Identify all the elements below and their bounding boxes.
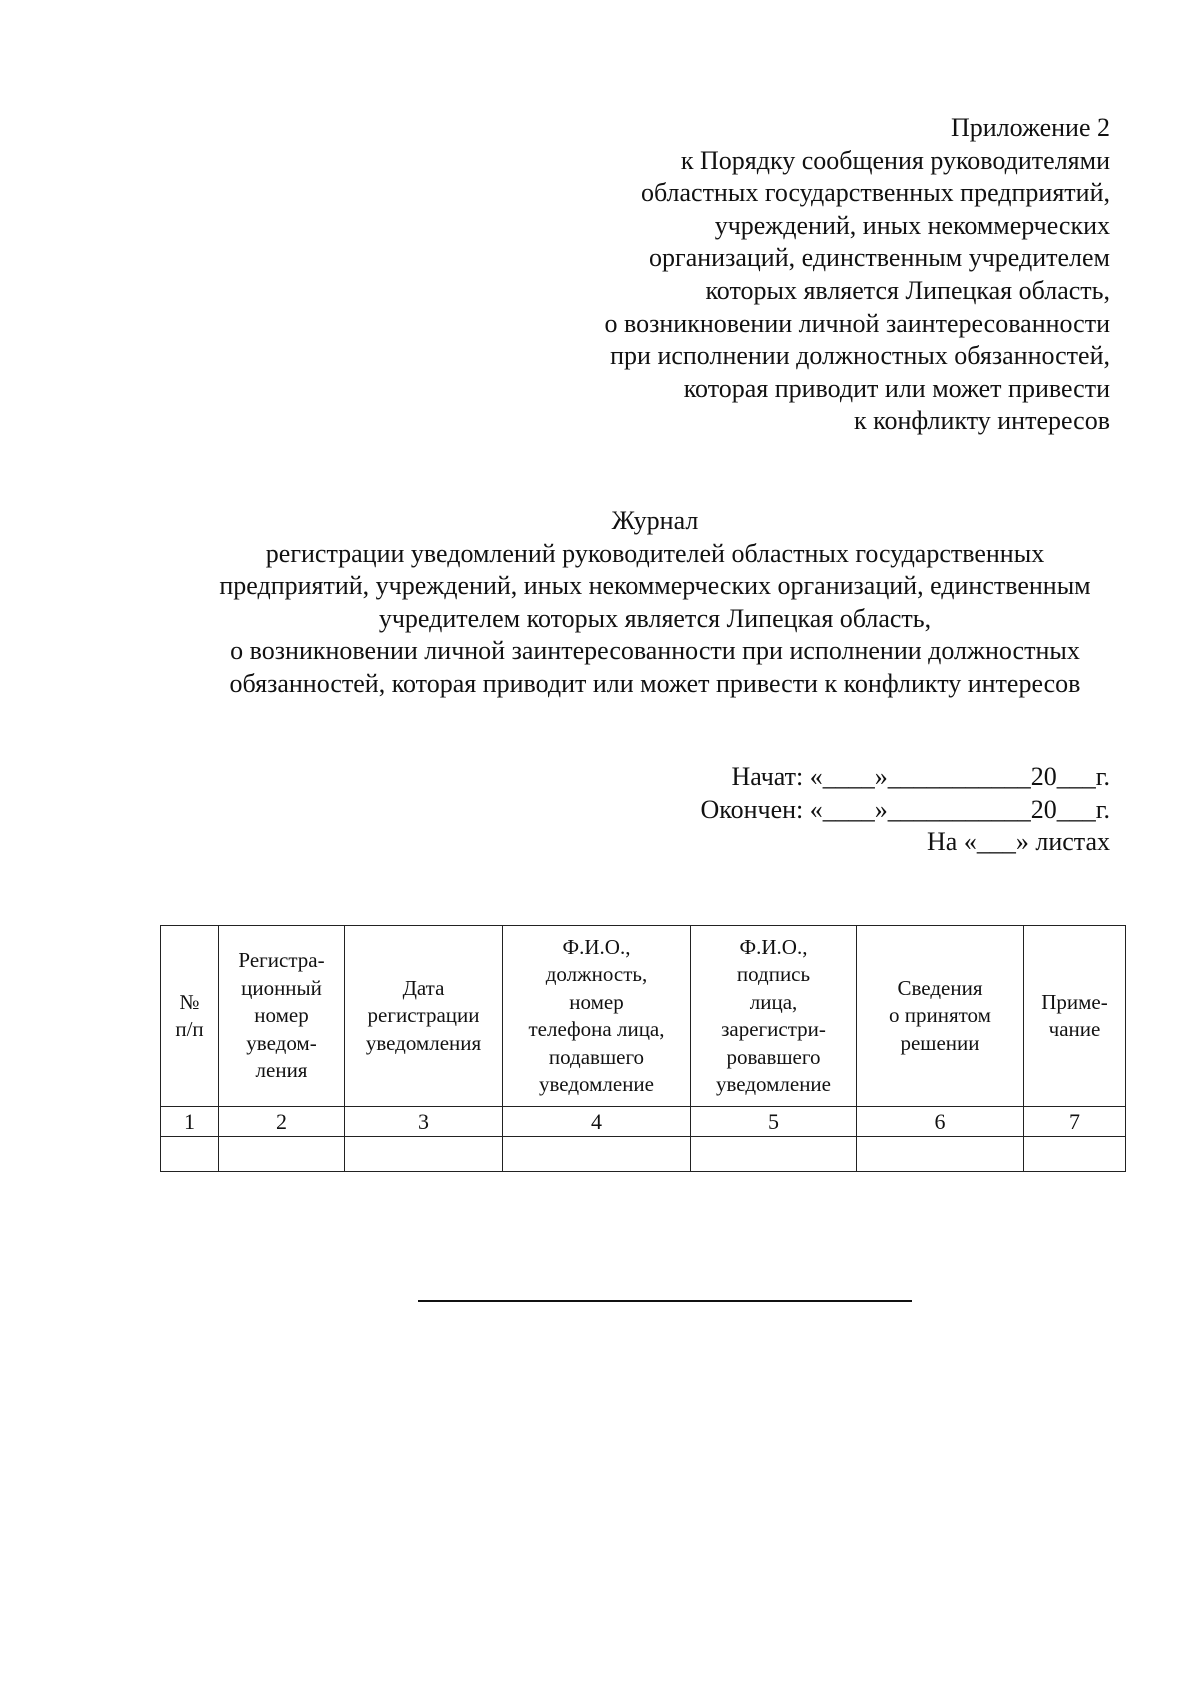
header-registration-number: Регистра- ционный номер уведом- ления — [219, 926, 345, 1107]
empty-cell — [857, 1137, 1024, 1172]
header-registration-date: Дата регистрации уведомления — [345, 926, 503, 1107]
journal-title: Журнал — [611, 506, 699, 535]
appendix-line: областных государственных предприятий, — [640, 178, 1110, 208]
table-header-row — [161, 926, 1126, 1107]
table-row-numbers — [161, 1107, 1126, 1137]
journal-subtitle-line: о возникновении личной заинтересованности при исполнении должностных — [230, 636, 1080, 665]
appendix-line: при исполнении должностных обязанностей, — [610, 341, 1110, 371]
column-number: 6 — [857, 1107, 1024, 1137]
appendix-line: учреждений, иных некоммерческих — [714, 210, 1110, 240]
journal-subtitle-line: обязанностей, которая приводит или может привести к конфликту интересов — [229, 668, 1081, 698]
empty-cell — [345, 1137, 503, 1172]
journal-subtitle-line: предприятий, учреждений, иных некоммерческих организаций, единственным — [219, 571, 1091, 600]
appendix-line: к Порядку сообщения руководителями — [680, 145, 1110, 175]
sheets-count: На «___» листах — [927, 827, 1110, 856]
journal-subtitle-line: учредителем которых является Липецкая область, — [378, 603, 932, 633]
empty-cell — [503, 1137, 691, 1172]
column-number: 3 — [345, 1107, 503, 1137]
column-number: 2 — [219, 1107, 345, 1137]
appendix-line: которых является Липецкая область, — [705, 275, 1110, 305]
header-note: Приме- чание — [1024, 926, 1126, 1107]
journal-subtitle-line: регистрации уведомлений руководителей областных государственных — [265, 538, 1045, 568]
appendix-line: организаций, единственным учредителем — [649, 243, 1110, 273]
journal-dates-block — [701, 761, 1111, 859]
empty-cell — [1024, 1137, 1126, 1172]
register-table — [160, 925, 1126, 1172]
column-number: 1 — [161, 1107, 219, 1137]
started-date: Начат: «____»___________20___г. — [731, 762, 1110, 791]
signature-line — [418, 1300, 912, 1302]
column-number: 4 — [503, 1107, 691, 1137]
column-number: 5 — [691, 1107, 857, 1137]
appendix-line: к конфликту интересов — [854, 406, 1110, 436]
column-number: 7 — [1024, 1107, 1126, 1137]
header-decision: Сведения о принятом решении — [857, 926, 1024, 1107]
header-registrar: Ф.И.О., подпись лица, зарегистри- ровавшего уведомление — [691, 926, 857, 1107]
empty-cell — [219, 1137, 345, 1172]
empty-cell — [161, 1137, 219, 1172]
appendix-line: Приложение 2 — [950, 113, 1110, 142]
header-submitter: Ф.И.О., должность, номер телефона лица, подавшего уведомление — [503, 926, 691, 1107]
journal-heading — [0, 505, 1200, 700]
appendix-block — [490, 112, 1110, 438]
appendix-line: о возникновении личной заинтересованности — [604, 308, 1110, 338]
finished-date: Окончен: «____»___________20___г. — [700, 794, 1110, 824]
empty-cell — [691, 1137, 857, 1172]
appendix-line: которая приводит или может привести — [683, 373, 1110, 403]
header-number: № п/п — [161, 926, 219, 1107]
table-row-empty — [161, 1137, 1126, 1172]
